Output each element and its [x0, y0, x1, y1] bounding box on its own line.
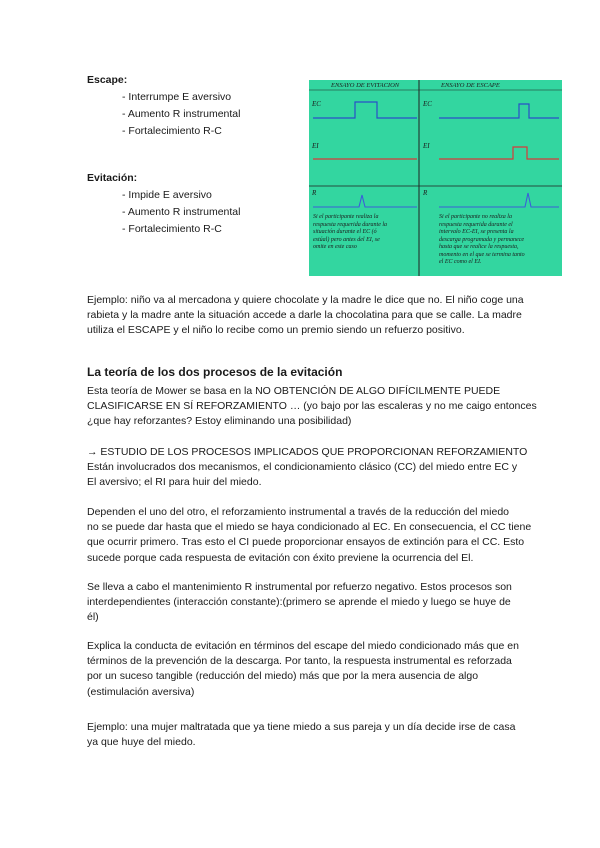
- r-line-avoidance: [313, 195, 417, 207]
- escape-item-1: - Interrumpe E aversivo: [122, 91, 232, 103]
- maintenance-paragraph: Se lleva a cabo el mantenimiento R instrumental por refuerzo negativo. Estos procesos son interdependientes (interacción constante):(primero se aprende el miedo y luego se huye de él): [87, 581, 512, 624]
- row-label-ei-right: EI: [423, 142, 430, 150]
- row-label-ei-left: EI: [312, 142, 319, 150]
- mechanisms-paragraph: Están involucrados dos mecanismos, el condicionamiento clásico (CC) del miedo entre EC y El aversivo; el RI para huir del miedo.: [87, 461, 518, 489]
- escape-item-2: - Aumento R instrumental: [122, 108, 241, 120]
- evitacion-item-3: - Fortalecimiento R-C: [122, 223, 222, 235]
- row-label-ec-left: EC: [312, 100, 321, 108]
- ec-line-avoidance: [313, 102, 417, 118]
- figure-head-right: ENSAYO DE ESCAPE: [441, 82, 500, 89]
- avoidance-escape-figure: [309, 80, 562, 276]
- figure-caption-right: Si el participante no realiza la respuesta requerida durante el intervalo EC-EI, se presenta la descarga programada y permanece hasta que se realice la respuesta, momento en el que se termina tanto el EC como el EI.: [439, 214, 525, 265]
- section-title: La teoría de los dos procesos de la evitación: [87, 365, 343, 379]
- dependence-paragraph: Dependen el uno del otro, el reforzamiento instrumental a través de la reducción del miedo no se puede dar hasta que el miedo se haya condicionado al EC. En consecuencia, el CC tiene que ocurrir primero. Tras esto el CI puede proporcionar ensayos de extinción para el CC. Esto sucede porque cada respuesta de evitación con éxito previene la ocurrencia del El.: [87, 506, 532, 564]
- mower-paragraph: Esta teoría de Mower se basa en la NO OBTENCIÓN DE ALGO DIFÍCILMENTE PUEDE CLASIFICARSE EN SÍ REFORZAMIENTO … (yo bajo por las escaleras y no me caigo entonces ¿que hay reforzantes? Estoy eliminando una posibilidad): [87, 385, 537, 428]
- row-label-ec-right: EC: [423, 100, 432, 108]
- explanation-paragraph: Explica la conducta de evitación en términos del escape del miedo condicionado más que en términos de la prevención de la descarga. Por tanto, la respuesta instrumental es reforzada por un suceso tangible (reducción del miedo) más que por la mera ausencia de algo (estimulación aversiva): [87, 640, 519, 698]
- example-woman-paragraph: Ejemplo: una mujer maltratada que ya tiene miedo a sus pareja y un día decide irse de casa ya que huye del miedo.: [87, 721, 516, 749]
- ei-line-escape: [439, 147, 559, 159]
- figure-caption-left: Si el participante realiza la respuesta requerida durante la situación durante el EC (ó estúal) pero antes del EI, se omite en este caso: [313, 214, 388, 250]
- row-label-r-left: R: [312, 189, 317, 197]
- escape-title: Escape:: [87, 74, 128, 86]
- ec-line-escape: [439, 104, 559, 118]
- figure-head-left: ENSAYO DE EVITACION: [331, 82, 400, 89]
- r-line-escape: [439, 193, 559, 207]
- example-child-paragraph: Ejemplo: niño va al mercadona y quiere chocolate y la madre le dice que no. El niño coge una rabieta y la madre ante la situación accede a darle la chocolatina para que se calle. La madre utiliza el ESCAPE y el niño lo recibe como un premio siendo un refuerzo positivo.: [87, 294, 524, 337]
- evitacion-item-2: - Aumento R instrumental: [122, 206, 241, 218]
- row-label-r-right: R: [423, 189, 428, 197]
- escape-item-3: - Fortalecimiento R-C: [122, 125, 222, 137]
- processes-heading-line: → ESTUDIO DE LOS PROCESOS IMPLICADOS QUE PROPORCIONAN REFORZAMIENTO: [87, 446, 528, 458]
- evitacion-item-1: - Impide E aversivo: [122, 189, 212, 201]
- evitacion-title: Evitación:: [87, 172, 138, 184]
